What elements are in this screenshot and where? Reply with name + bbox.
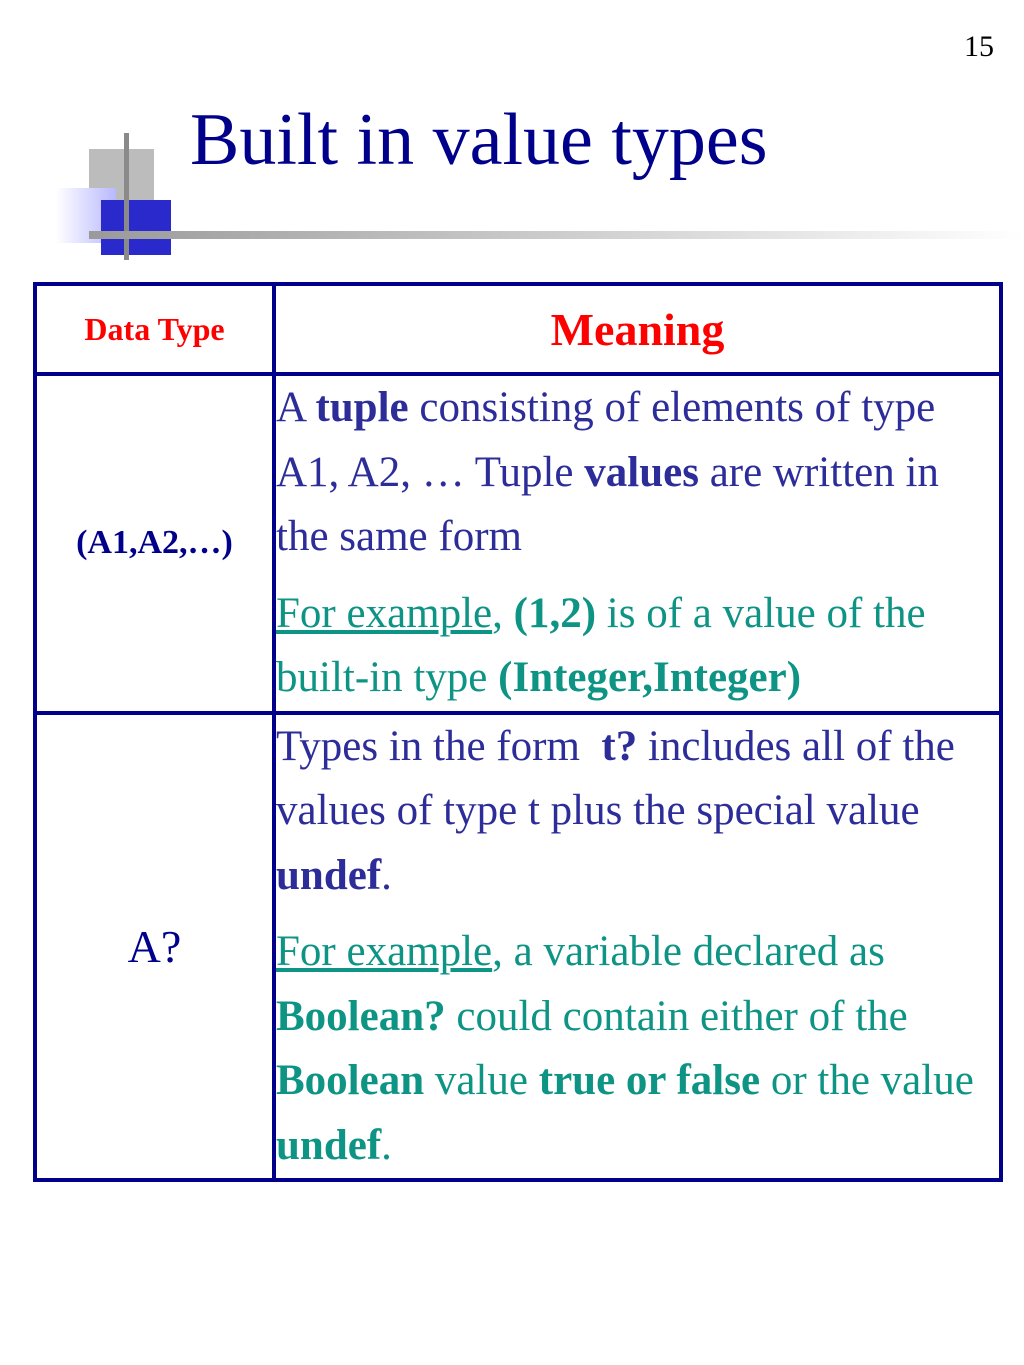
header-data-type: Data Type — [35, 284, 274, 374]
text-run: consisting of elements of type A1, A2, … Tuple — [276, 384, 936, 496]
example-label: For example — [276, 928, 493, 975]
definition-text — [276, 715, 999, 909]
example-text — [276, 582, 999, 711]
type-cell-optional: A? — [35, 713, 274, 1181]
page-number: 15 — [964, 30, 994, 63]
bold-term: tuple — [315, 384, 409, 431]
table-row — [35, 713, 1001, 1181]
bold-term: Boolean — [276, 1057, 425, 1104]
bold-term: (1,2) — [513, 589, 597, 637]
text-run: A — [276, 384, 316, 431]
text-run: . — [381, 1121, 392, 1169]
table-header-row — [35, 284, 1001, 374]
bold-term: (Integer,Integer) — [498, 654, 802, 701]
text-run: value — [424, 1057, 539, 1104]
value-types-table — [33, 282, 1003, 1182]
slide-title: Built in value types — [190, 99, 768, 181]
bold-term: Boolean? — [276, 992, 446, 1040]
type-cell-tuple: (A1,A2,…) — [35, 374, 274, 713]
bold-term: undef — [276, 851, 382, 899]
definition-text — [276, 376, 999, 570]
example-text — [276, 920, 999, 1178]
text-run: or the value — [760, 1057, 974, 1104]
text-run: . — [381, 851, 392, 899]
deco-horizontal-line — [89, 231, 1024, 239]
bold-term: t? — [601, 722, 638, 770]
text-run: , a variable declared as — [492, 928, 885, 975]
header-meaning: Meaning — [274, 284, 1001, 374]
text-run: Types in the form — [276, 722, 602, 770]
text-run: are written in the same form — [276, 448, 939, 560]
table-row — [35, 374, 1001, 713]
bold-term: true or false — [538, 1057, 761, 1104]
example-label: For example — [276, 589, 493, 637]
bold-term: undef — [276, 1121, 382, 1169]
meaning-cell-tuple — [274, 374, 1001, 713]
meaning-cell-optional — [274, 713, 1001, 1181]
text-run: could contain either of the — [445, 992, 908, 1040]
text-run: is of a value of the built-in type — [276, 589, 926, 701]
text-run: , — [492, 589, 514, 637]
deco-vertical-line — [124, 133, 129, 260]
deco-blue-square — [101, 200, 171, 255]
text-run: includes all of the values of type t plus the special value — [276, 722, 955, 834]
bold-term: values — [584, 448, 699, 496]
